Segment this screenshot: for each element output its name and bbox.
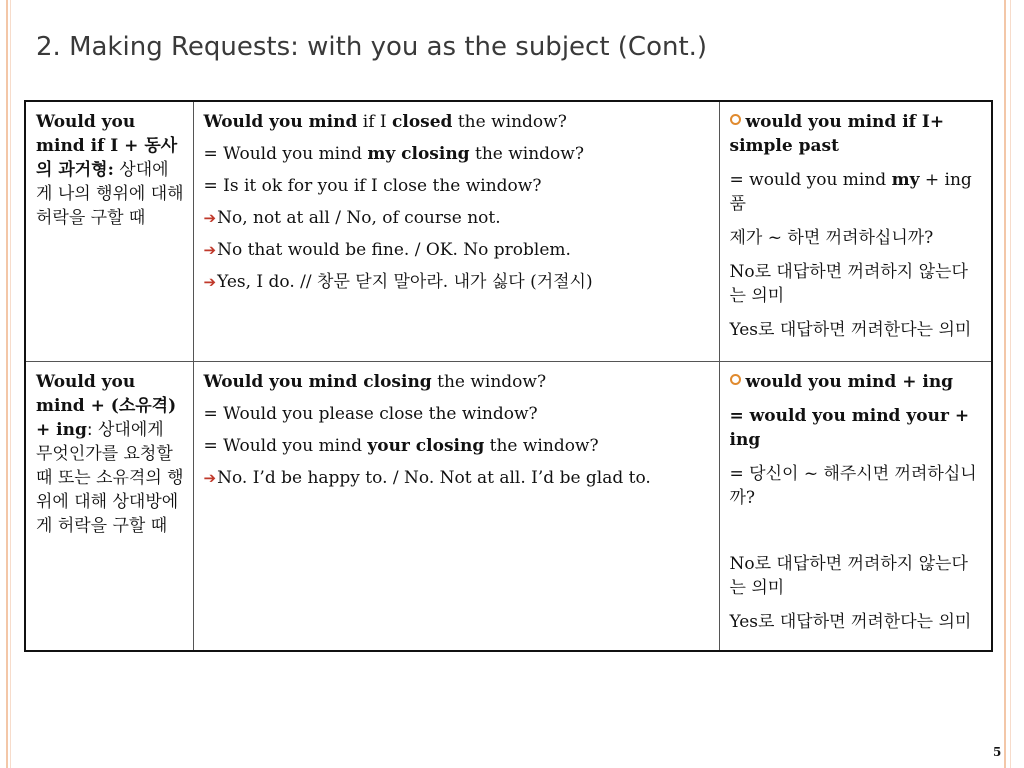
arrow-icon: ➔ xyxy=(203,468,217,487)
grammar-table xyxy=(24,100,993,652)
note-line xyxy=(730,168,984,216)
example-text: the window? xyxy=(484,435,599,456)
left-border-rule-inner xyxy=(10,0,11,768)
example-text: = Would you mind xyxy=(203,144,368,164)
example-text: No, not at all / No, of course not. xyxy=(217,208,501,228)
example-bold: closed xyxy=(392,112,453,132)
example-cell xyxy=(193,361,719,651)
example-line xyxy=(204,270,711,294)
example-bold: Would you mind closing xyxy=(203,371,432,392)
note-cell xyxy=(719,361,992,651)
example-text: the window? xyxy=(452,112,567,132)
note-line xyxy=(730,370,984,394)
note-line xyxy=(730,404,984,452)
circle-bullet-icon xyxy=(730,374,741,385)
example-text: = Would you mind xyxy=(203,435,368,456)
example-bold: your closing xyxy=(367,435,485,456)
row-label-text: 상대에게 나의 행위에 대해 허락을 구할 때 xyxy=(36,160,184,228)
example-text: Yes, I do. // 창문 닫지 말아라. 내가 싫다 (거절시) xyxy=(217,272,593,292)
arrow-icon: ➔ xyxy=(203,241,217,259)
example-text: the window? xyxy=(431,371,547,392)
row-label-text: : 상대에게 무엇인가를 요청할때 또는 소유격의 행위에 대해 상대방에게 허락을 구할 때 xyxy=(36,419,184,536)
row-label-cell xyxy=(25,361,193,651)
note-line: = 당신이 ~ 해주시면 꺼려하십니까? xyxy=(729,463,977,508)
note-bold: would you mind + ing xyxy=(745,371,954,392)
example-text: if I xyxy=(357,112,393,132)
note-bold: would you mind if I+ simple past xyxy=(729,112,945,156)
arrow-icon: ➔ xyxy=(203,209,217,227)
table-row xyxy=(25,101,992,361)
note-line: Yes로 대답하면 꺼려한다는 의미 xyxy=(729,611,972,632)
example-line xyxy=(204,434,711,458)
note-text: + ing품 xyxy=(729,170,972,214)
example-bold: Would you mind xyxy=(203,112,358,132)
arrow-icon: ➔ xyxy=(203,273,217,291)
example-line xyxy=(204,110,711,134)
row-label-cell xyxy=(25,101,193,361)
example-text: No. I’d be happy to. / No. Not at all. I’d be glad to. xyxy=(217,467,651,488)
note-text: = would you mind xyxy=(729,170,892,190)
page-number: 5 xyxy=(993,745,1002,759)
note-line: 제가 ~ 하면 꺼려하십니까? xyxy=(729,228,934,248)
note-line: No로 대답하면 꺼려하지 않는다는 의미 xyxy=(729,262,968,306)
example-line xyxy=(204,238,711,262)
right-border-rule xyxy=(1004,0,1006,768)
note-line xyxy=(730,110,984,158)
left-border-rule xyxy=(6,0,8,768)
row-label-bold: Would you mind if I + 동사의 과거형: xyxy=(36,112,178,180)
example-line xyxy=(204,370,711,394)
slide-title: 2. Making Requests: with you as the subject (Cont.) xyxy=(36,32,708,62)
example-line xyxy=(204,142,711,166)
example-text: No that would be fine. / OK. No problem. xyxy=(217,240,571,260)
right-border-rule-inner xyxy=(1010,0,1011,768)
note-line: Yes로 대답하면 꺼려한다는 의미 xyxy=(729,320,972,340)
table-row xyxy=(25,361,992,651)
note-cell xyxy=(719,101,992,361)
example-text: the window? xyxy=(469,144,584,164)
example-bold: my closing xyxy=(367,144,470,164)
circle-bullet-icon xyxy=(730,114,741,125)
example-line: = Would you please close the window? xyxy=(203,403,538,424)
note-bold: = would you mind your + ing xyxy=(729,405,970,450)
note-bold: my xyxy=(891,170,920,190)
row-label-bold: Would you mind + (소유격) + ing xyxy=(36,371,177,440)
note-line: No로 대답하면 꺼려하지 않는다는 의미 xyxy=(729,553,968,598)
spacer xyxy=(730,520,984,552)
example-cell xyxy=(193,101,719,361)
example-line xyxy=(204,466,711,490)
example-line xyxy=(204,206,711,230)
example-line: = Is it ok for you if I close the window? xyxy=(203,176,542,196)
